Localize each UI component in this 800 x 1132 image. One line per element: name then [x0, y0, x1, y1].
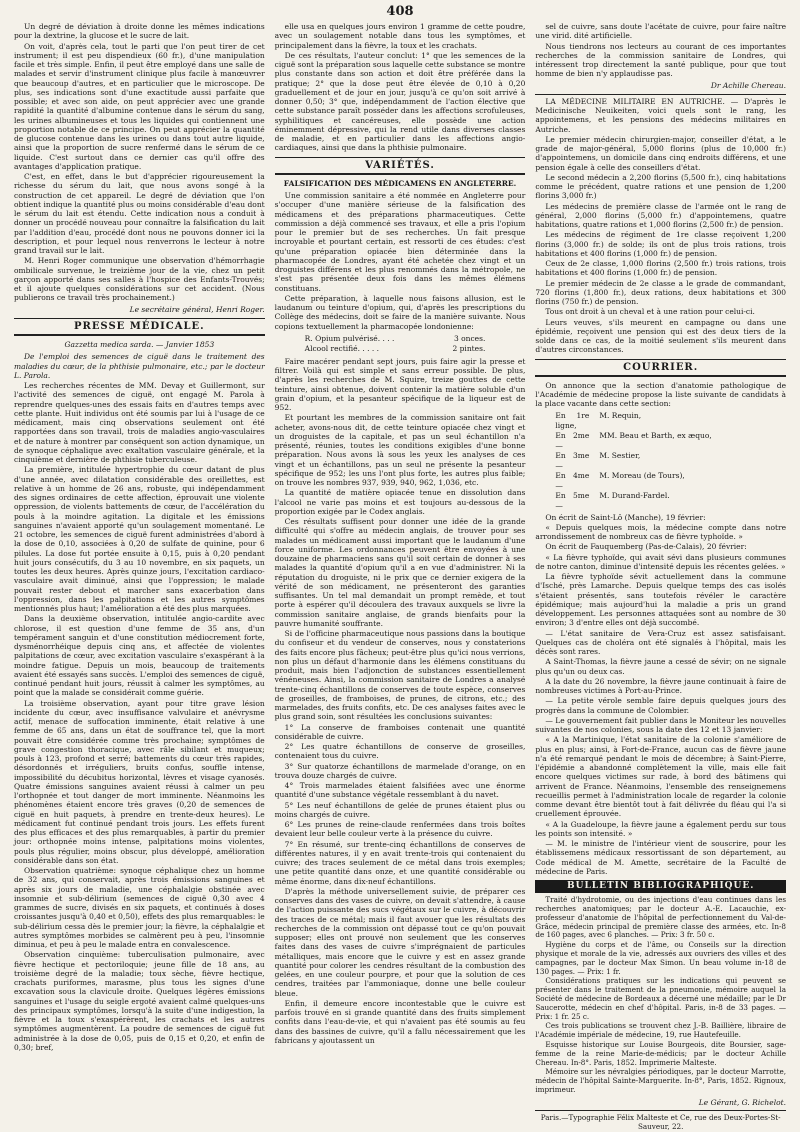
paragraph: Observation quatrième: synoque céphalique chez un homme de 32 ans, qui conservait, après trois émissions sanguines et après six jours de maladie, une céphalalgie obstinée avec insomnie et sub-délirium (semences de ciguë 0,30 avec 4 grammes de sucre, divisés en six paquets, et continués à doses croissantes jusqu'à 0,40 et 0,50), effets des plus remarquables: le sub-délirium cessa dès le premier jour; la fièvre, la céphalalgie et autres symptômes morbides se calmèrent peu à peu, l'insomnie diminua, et peu à peu le malade entra en convalescence. — [14, 866, 265, 949]
gerant-line: Le Gérant, G. Richelot. — [698, 1097, 787, 1107]
candidate-name: M. Durand-Fardel. — [599, 490, 670, 500]
paragraph: 2° Les quatre échantillons de conserve de groseilles, contenaient tous du cuivre. — [274, 742, 526, 761]
paragraph: Nous tiendrons nos lecteurs au courant de ces importantes recherches de la commission sanitaire de Londres, qui intéressent trop directement la santé publique, pour que tout homme de bien n'y applaudisse pas. — [535, 41, 787, 79]
candidate-name: M. Sestier, — [599, 450, 641, 460]
list-item — [555, 471, 786, 491]
book-entry: Traité d'hydrotomie, ou des injections d'eau continues dans les recherches anatomiques; par le docteur A.-E. Lacauchie, ex-professeur d'anatomie de l'hôpital de perfectionnement du Val-de-Grâce, médecin principal de première classe des armées, etc. In-8 de 160 pages, avec 6 planches. — Prix: 3 fr. 50 c. — [535, 895, 787, 940]
book-entry: Ces trois publications se trouvent chez J.-B. Baillière, libraire de l'Académie impériale de médecine, 19, rue Hautefeuille. — [535, 1021, 787, 1040]
recipe-item: Alcool rectifié. . . . . — [304, 343, 380, 353]
paragraph: Si de l'officine pharmaceutique nous passions dans la boutique du confiseur et du vendeur de conserves, nous y constaterions des faits encore plus fâcheux; peut-être plus qu'ici nous verrions, non plus un défaut d'harmonie dans les élémens constituans du produit, mais bien l'adjonction de substances essentiellement vénéneuses. Ainsi, la commission sanitaire de Londres a analysé trente-cinq échantillons de conserves de toute espèce, conserves de groseilles, de framboises, de prunes, de citrons, etc.; des marmelades, des fruits confits, etc. De ces analyses faites avec le plus grand soin, sont résultées les conclusions suivantes: — [274, 629, 526, 722]
candidate-rank: En 2me — — [555, 430, 590, 450]
paragraph: 7° En résumé, sur trente-cinq échantillons de conserves de différentes natures, il y en avait trente-trois qui contenaient du cuivre; des traces seulement de ce métal dans trois exemples; une petite quantité dans onze, et une quantité considérable ou même énorme, dans dix-neuf échantillons. — [274, 839, 526, 886]
paragraph: — La petite vérole semble faire depuis quelques jours des progrès dans la commune de Colombier. — [535, 696, 787, 715]
chereau-signature: Dr Achille Chereau. — [710, 80, 787, 90]
paragraph: Leurs veuves, s'ils meurent en campagne ou dans une épidémie, reçoivent une pension qui est des deux tiers de la solde dans ce cas, de la moitié seulement s'ils meurent dans d'autres circonstances. — [535, 317, 787, 355]
candidate-rank: En 5me — — [555, 490, 590, 510]
gazette-line: Gazzetta medica sarda. — Janvier 1853 — [64, 340, 215, 349]
paragraph: 6° Les prunes de reine-claude renfermées dans trois boîtes devaient leur belle couleur verte à la présence du cuivre. — [274, 820, 526, 839]
book-entry: Considérations pratiques sur les indications qui peuvent se présenter dans le traitement de la pneumonie, mémoire auquel la Société de médecine de Bordeaux a décerné une médaille; par le Dr Saucerotte, médecin en chef d'hôpital. Paris, in-8 de 33 pages. — Prix: 1 fr. 25 c. — [535, 976, 787, 1021]
paragraph: A la date du 26 novembre, la fièvre jaune continuait à faire de nombreuses victimes à Port-au-Prince. — [535, 676, 787, 695]
article-title: De l'emploi des semences de ciguë dans le traitement des maladies du cœur, de la phthisie pulmonaire, etc.; par le docteur L. Parola. — [14, 352, 265, 380]
paragraph: Dans la deuxième observation, intitulée angio-cardite avec chlorose, il est question d'une femme de 35 ans, d'un tempérament sanguin et d'une constitution médiocrement forte, dysménorrhéique depuis cinq ans, et affectée de violentes palpitations de cœur, avec excitation vasculaire s'exaspérant à la moindre fatigue. Depuis un mois, beaucoup de traitements avaient été essayés sans succès. L'emploi des semences de ciguë, continué pendant huit jours, réussit à calmer les symptômes, au point que la malade se considérait comme guérie. — [14, 614, 265, 698]
paragraph: La première, intitulée hypertrophie du cœur datant de plus d'une année, avec dilatation considérable des oreillettes, est relative à un homme de 26 ans, robuste, qui indépendamment des signes ordinaires de cette affection, éprouvait une violente oppression, de violents battements de cœur, de l'accélération du pouls à la moindre agitation. La digitale et les émissions sanguines n'avaient apporté qu'un soulagement momentané. Le 21 octobre, les semences de ciguë furent administrées d'abord à la dose de 0,10, associées à 0,20 de sulfate de quinine, pour 6 pilules. La dose fut portée ensuite à 0,15, puis à 0,20 pendant huit jours consécutifs, du 3 au 10 novembre, en six paquets, un toutes les deux heures. Après quinze jours, l'excitation cardiaco-vasculaire avait diminué, ainsi que l'oppression; le malade pouvait rester debout et marcher sans exacerbation dans l'oppression, dans les palpitations et les autres symptômes mentionnés plus haut; l'amélioration a été des plus marquées. — [14, 465, 265, 613]
paragraph: Le second médecin a 2,200 florins (5,500 fr.), cinq habitations comme le précédent, quatre rations et une pension de 1,200 florins 3,000 fr.) — [535, 172, 787, 201]
paragraph: A Saint-Thomas, la fièvre jaune a cessé de sévir; on ne signale plus qu'un ou deux cas. — [535, 657, 787, 676]
paragraph: C'est, en effet, dans le but d'apprécier rigoureusement la richesse du sérum du lait, que nous avons songé à la construction de cet appareil. Le degré de déviation que l'on obtient indique la quantité plus ou moins considérable d'eau dont le sérum du lait est étendu. Cette indication nous a conduit à donner un procédé nouveau pour connaître la falsification du lait par l'addition d'eau, procédé dont nous ne pouvons donner ici la description, et pour lequel nous renverrons le lecteur à notre grand travail sur le lait. — [14, 172, 265, 255]
press-section-title: PRESSE MÉDICALE. — [73, 320, 205, 332]
paragraph: La quantité de matière opiacée tenue en dissolution dans l'alcool ne varie pas moins et est toujours au-dessous de la proportion exigée par le Codex anglais. — [274, 488, 526, 516]
book-list — [535, 896, 786, 1095]
list-item — [555, 451, 786, 471]
recipe-row — [305, 344, 526, 354]
divider — [535, 94, 786, 95]
paragraph: La fièvre typhoïde sévit actuellement dans la commune d'Isché, près Lamarche. Depuis quelque temps des cas isolés s'étaient présentés, sans toutefois révéler le caractère épidémique; mais aujourd'hui la maladie a pris un grand développement. Les personnes attaquées sont au nombre de 30 environ; 3 d'entre elles ont déjà succombé. — [535, 572, 787, 628]
paragraph: Les recherches récentes de MM. Devay et Guillermont, sur l'activité des semences de ciguë, ont engagé M. Parola à reprendre quelques-unes des essais faits en d'autres temps avec cette plante. Huit individus ont été soumis par lui à l'usage de ce médicament, mais cinq observations seulement ont été rapportées dans son travail, trois de maladies angio-vasculaires et de nature à montrer par conséquent son action dynamique, un de synoque céphalique avec exaltation vasculaire générale, et la cinquième et dernière de phthisie tuberculeuse. — [14, 381, 265, 464]
paragraph: Et pourtant les membres de la commission sanitaire ont fait acheter, avons-nous dit, de cette teinture opiacée chez vingt et un droguistes de la capitale, et pas un seul échantillon n'a présenté, réunies, toutes les conditions exigibles d'une bonne préparation. Nous avons là sous les yeux les analyses de ces vingt et un échantillons, pas un seul ne présente la pesanteur spécifique de 952; les uns l'ont plus forte, les autres plus faible; on trouve les nombres 937, 939, 940, 962, 1,036, etc. — [274, 413, 526, 487]
paragraph: On écrit de Saint-Lô (Manche), 19 février: — [545, 512, 706, 522]
divider — [275, 173, 526, 175]
book-entry: Mémoire sur les névralgies périodiques, par le docteur Marrotte, médecin de l'hôpital Sainte-Marguerite. In-8°, Paris, 1852. Rignoux, imprimeur. — [535, 1067, 787, 1094]
paragraph: « A la Martinique, l'état sanitaire de la colonie s'améliore de plus en plus; ainsi, à Fort-de-France, aucun cas de fièvre jaune n'a été remarqué pendant le mois de décembre; à Saint-Pierre, l'épidémie a abandonné complètement la ville, mais elle fait encore quelques victimes sur rade, à bord des bâtimens qui arrivent de France. Néanmoins, l'ensemble des renseignemens recueillis permet à l'administration locale de regarder la colonie comme devant être bientôt tout à fait délivrée du fléau qui l'a si cruellement éprouvée. — [535, 735, 787, 819]
printer-line: Paris.—Typographie Félix Malteste et Ce, rue des Deux-Portes-St-Sauveur, 22. — [535, 1110, 786, 1132]
divider — [535, 375, 786, 377]
column-2 — [275, 22, 526, 1097]
paragraph: Les médecins de régiment de 1re classe reçoivent 1,200 florins (3,000 fr.) de solde; ils ont de plus trois rations, trois habitations et 400 florins (1,000 fr.) de pension. — [535, 230, 787, 258]
paragraph: LA MÉDECINE MILITAIRE EN AUTRICHE. — D'après le Medicinische Neuikeiten, voici quels sont le rang, les appointemens, et les pensions des médecins militaires en Autriche. — [535, 96, 787, 134]
book-entry: Esquisse historique sur Louise Bourgeois, dite Boursier, sage-femme de la reine Marie-de-médicis; par le docteur Achille Chereau. In-8°. Paris, 1852. Imprimerie Malteste. — [535, 1040, 787, 1067]
recipe-qty: 3 onces. — [453, 333, 486, 343]
paragraph: Tous ont droit à un cheval et à une ration pour celui-ci. — [545, 307, 755, 317]
list-item — [555, 491, 786, 511]
book-entry: Hygiène du corps et de l'âme, ou Conseils sur la direction physique et morale de la vie, adressés aux ouvriers des villes et des campagnes, par le docteur Max Simon. Un beau volume in-18 de 130 pages. — Prix: 1 fr. — [535, 940, 787, 976]
recipe-qty: 2 pintes. — [452, 343, 486, 353]
paragraph: sel de cuivre, sans doute l'acétate de cuivre, pour faire naître une virid. dité artificielle. — [535, 22, 787, 41]
laudanum-recipe — [305, 334, 526, 354]
page-number: 408 — [386, 4, 414, 19]
candidate-name: M. Moreau (de Tours), — [599, 470, 685, 480]
paragraph: On annonce que la section d'anatomie pathologique de l'Académie de médecine propose la liste suivante de candidats à la place vacante dans cette section: — [535, 380, 787, 409]
paragraph: Enfin, il demeure encore incontestable que le cuivre est parfois trouvé en si grande quantité dans des fruits simplement confits dans l'eau-de-vie, et qui n'avaient pas été soumis au feu dans des bassines de cuivre, qu'il a fallu nécessairement que les fabricans y ajoutassent un — [274, 998, 526, 1045]
divider — [535, 359, 786, 360]
courrier-section-title: COURRIER. — [623, 361, 699, 373]
bibliography-banner: BULLETIN BIBLIOGRAPHIQUE. — [535, 880, 786, 893]
candidate-name: M. Requin, — [599, 410, 642, 420]
list-item — [555, 431, 786, 451]
paragraph: Observation cinquième: tuberculisation pulmonaire, avec fièvre hectique et pectoriloquie; jeune fille de 18 ans, au troisième degré de la maladie; toux sèche, fièvre hectique, crachats puriformes, marasme, plus tous les signes d'une excavation sous la clavicule droite. Quelques légères émissions sanguines et l'usage du seigle ergoté avaient calmé quelques-uns des principaux symptômes, lorsqu'à la suite d'une indigestion, la fièvre et la toux s'exaspérèrent, les crachats et les autres symptômes augmentèrent. La poudre de semences de ciguë fut administrée à la dose de 0,05, puis de 0,15 et 0,20, et enfin de 0,30; bref, — [14, 950, 265, 1052]
paragraph: La troisième observation, ayant pour titre grave lésion incidente du cœur, avec insuffisance valvulaire et anévrysme actif, menace de suffocation imminente, était relative à une femme de 65 ans, dans un état de souffrance tel, que la mort pouvait être considérée comme très prochaine; symptômes de grave congestion thoracique, avec râle sibilant et muqueux; pouls à 123, profond et serré; battements du cœur très rapides, désordonnés et irréguliers, bruits confus, souffle intense, impossibilité du décubitus horizontal, lèvres et visage cyanosés. Quatre émissions sanguines avaient réussi à calmer un peu l'orthopnée et tout danger de mort imminente. Néanmoins les phénomènes étaient encore très graves (0,20 de semences de ciguë en huit paquets, à prendre en trente-deux heures). Le médicament fut continué pendant trois jours. Les effets furent des plus efficaces et des plus remarquables, à partir du premier jour: orthopnée moins intense, palpitations moins violentes, pouls plus régulier, moins obscur, plus développé, amélioration considérable dans son état. — [14, 698, 265, 865]
paragraph: De ces résultats, l'auteur conclut: 1° que les semences de la ciguë sont la préparation sous laquelle cette substance se montre plus constante dans son action et doit être préférée dans la pratique; 2° que la dose peut être élevée de 0,10 à 0,20 graduellement et de jour en jour, jusqu'à ce qu'on soit arrivé à donner 0,50; 3° que, indépendamment de l'action élective que cette substance paraît posséder dans les affections scrofuleuses, syphilitiques et cancéreuses, elle possède une action éminemment dépressive, qui la rend utile dans diverses classes de maladie, et en particulier dans les affections angio-cardiaques, ainsi que dans la phthisie pulmonaire. — [274, 50, 526, 153]
paragraph: M. Henri Roger communique une observation d'hémorrhagie ombilicale survenue, le treizième jour de la vie, chez un petit garçon apporté dans ses salles à l'hospice des Enfants-Trouvés; et il ajoute quelques considérations sur cet accident. (Nous publierons ce travail très prochainement.) — [14, 256, 265, 303]
candidate-list — [555, 411, 786, 511]
candidate-rank: En 3me — — [555, 450, 590, 470]
paragraph: Les médecins de première classe de l'armée ont le rang de général, 2,000 florins (5,000 fr.) d'appointemens, quatre habitations, quatre rations et 1,000 florins (2,500 fr.) de pension. — [535, 201, 787, 229]
paragraph: « La fièvre typhoïde, qui avait sévi dans plusieurs communes de notre canton, diminue d'intensité depuis les récentes gelées. » — [535, 552, 787, 571]
secretary-signature: Le secrétaire général, Henri Roger. — [129, 304, 265, 314]
varietes-section-title: VARIÉTÉS. — [365, 159, 435, 171]
paragraph: 5° Les neuf échantillons de gelée de prunes étaient plus ou moins chargés de cuivre. — [274, 800, 526, 819]
paragraph: 3° Sur quatorze échantillons de marmelade d'orange, on en trouva douze chargés de cuivre. — [274, 761, 526, 780]
paragraph: Ceux de 2e classe, 1,000 florins (2,500 fr.) trois rations, trois habitations et 400 florins (1,000 fr.) de pension. — [535, 259, 787, 278]
paragraph: elle usa en quelques jours environ 1 gramme de cette poudre, avec un soulagement notable dans tous les symptômes, et principalement dans la fièvre, la toux et les crachats. — [274, 22, 526, 50]
paragraph: Faire macérer pendant sept jours, puis faire agir la presse et filtrer. Voilà qui est simple et sans erreur possible. De plus, d'après les recherches de M. Squire, treize gouttes de cette teinture, ainsi obtenue, doivent contenir la matière soluble d'un grain d'opium, et la pesanteur spécifique de la liqueur est de 952. — [274, 356, 526, 412]
list-item — [555, 411, 786, 431]
paragraph: « A la Guadeloupe, la fièvre jaune a également perdu sur tous les points son intensité. » — [535, 819, 787, 838]
paragraph: On écrit de Fauquemberg (Pas-de-Calais), 20 février: — [545, 542, 747, 552]
paragraph: « Depuis quelques mois, la médecine compte dans notre arrondissement de nombreux cas de fièvre typhoïde. » — [535, 522, 787, 541]
divider — [14, 334, 265, 336]
falsification-heading: FALSIFICATION DES MÉDICAMENS EN ANGLETERRE. — [283, 178, 517, 188]
paragraph: — Le gouvernement fait publier dans le Moniteur les nouvelles suivantes de nos colonies, sous la date des 12 et 13 janvier: — [535, 715, 787, 734]
paragraph: — L'état sanitaire de Vera-Cruz est assez satisfaisant. Quelques cas de choléra ont été signalés à l'hôpital, mais les décès sont rares. — [535, 628, 787, 656]
column-3 — [535, 22, 787, 1132]
column-1 — [14, 22, 265, 1097]
paragraph: D'après la méthode universellement suivie, de préparer ces conserves dans des vases de cuivre, on devait s'attendre, à cause de l'action puissante des sucs végétaux sur le cuivre, à découvrir des traces de ce métal; mais il faut avouer que les résultats des recherches de la commission ont dépassé tout ce qu'on pouvait supposer; elles ont prouvé non seulement que les conserves faites dans des vases de cuivre s'imprégnaient de particules métalliques, mais encore que le cuivre y est en assez grande quantité pour colorer les cendres résultant de la combustion des gelées, en une couleur pourpre, et pour que la solution de ces cendres, traitées par l'ammoniaque, donne une belle couleur bleue. — [274, 886, 526, 998]
divider — [14, 318, 265, 319]
recipe-row — [305, 334, 526, 344]
paragraph: Un degré de déviation à droite donne les mêmes indications pour la dextrine, la glucose et le sucre de lait. — [14, 22, 265, 41]
recipe-item: R. Opium pulvérisé. . . . — [304, 333, 395, 343]
paragraph: Cette préparation, à laquelle nous faisons allusion, est le laudanum ou teinture d'opium, qui, d'après les prescriptions du Collège des médecins, doit se faire de la manière suivante. Nous copions textuellement la pharmacopée londonienne: — [274, 293, 526, 331]
paragraph: On voit, d'après cela, tout le parti que l'on peut tirer de cet instrument; il est peu dispendieux (60 fr.), d'une manipulation facile et très simple. Enfin, il peut être employé dans une salle de malades et servir d'instrument clinique plus facile à manœuvrer que beaucoup d'autres, et en particulier que le microscope. De plus, ses indications sont d'une exactitude aussi parfaite que possible; et avec son aide, on peut apprécier avec une grande rapidité la quantité d'albumine contenue dans le sérum du sang, les urines albumineuses et tous les liquides qui contiennent une proportion notable de ce principe. On peut apprécier la quantité de glucose contenue dans les urines ou dans tout autre liquide, ainsi que la proportion de sucre renfermé dans le sérum de ce liquide. C'est surtout dans ce dernier cas qu'il offre des avantages d'application pratique. — [14, 41, 265, 171]
paragraph: — M. le ministre de l'intérieur vient de souscrire, pour les établissemens médicaux ressortissant de son département, au Code médical de M. Amette, secrétaire de la Faculté de médecine de Paris. — [535, 839, 787, 876]
paragraph: Le premier médecin chirurgien-major, conseiller d'état, a le grade de major-général, 5,000 florins (plus de 10,000 fr.) d'appointemens, un domicile dans cinq endroits différens, et une pension égale à celle des conseillers d'état. — [535, 134, 787, 172]
divider — [275, 157, 526, 158]
paragraph: 1° La conserve de framboises contenait une quantité considérable de cuivre. — [274, 722, 526, 741]
paragraph: 4° Trois marmelades étaient falsifiées avec une énorme quantité d'une substance végétale ressemblant à du navet. — [274, 781, 526, 800]
candidate-rank: En 4me — — [555, 470, 590, 490]
candidate-rank: En 1re ligne, — [555, 410, 590, 430]
paragraph: Une commission sanitaire a été nommée en Angleterre pour s'occuper d'une manière sérieuse de la falsification des médicamens et des préparations pharmaceutiques. Cette commission a déjà commencé ses travaux, et elle a pris l'opium pour le premier but de ses recherches. Un fait presque incroyable et pourtant certain, est ressorti de ces études: c'est qu'une préparation opiacée bien déterminée dans la pharmacopée de Londres, ayant été achetée chez vingt et un droguistes différens et les plus renommés dans la métropole, ne s'est pas présentée deux fois dans les mêmes élémens constituans. — [274, 191, 526, 293]
paragraph: Le premier médecin de 2e classe a le grade de commandant, 720 florins (1,800 fr.), deux rations, deux habitations et 300 florins (750 fr.) de pension. — [535, 278, 787, 306]
candidate-name: MM. Beau et Barth, ex æquo, — [599, 430, 712, 440]
paragraph: Ces résultats suffisent pour donner une idée de la grande difficulté qui s'offre au médecin anglais, de trouver pour ses malades un médicament aussi important que le laudanum d'une force uniforme. Les ordonnances peuvent être envoyées à une douzaine de pharmaciens sans qu'il soit certain de donner à ses malades la quantité d'opium qu'il a en vue d'administrer. Ni la réputation du droguiste, ni le prix que ce dernier exigera de la vérité de son médicament, ne présenteront des garanties suffisantes. Un tel mal demandait un prompt remède, et tout porte à espérer qu'il découlera des travaux auxquels se livre la commission sanitaire anglaise, de grands bienfaits pour la pauvre humanité souffrante. — [274, 517, 526, 628]
